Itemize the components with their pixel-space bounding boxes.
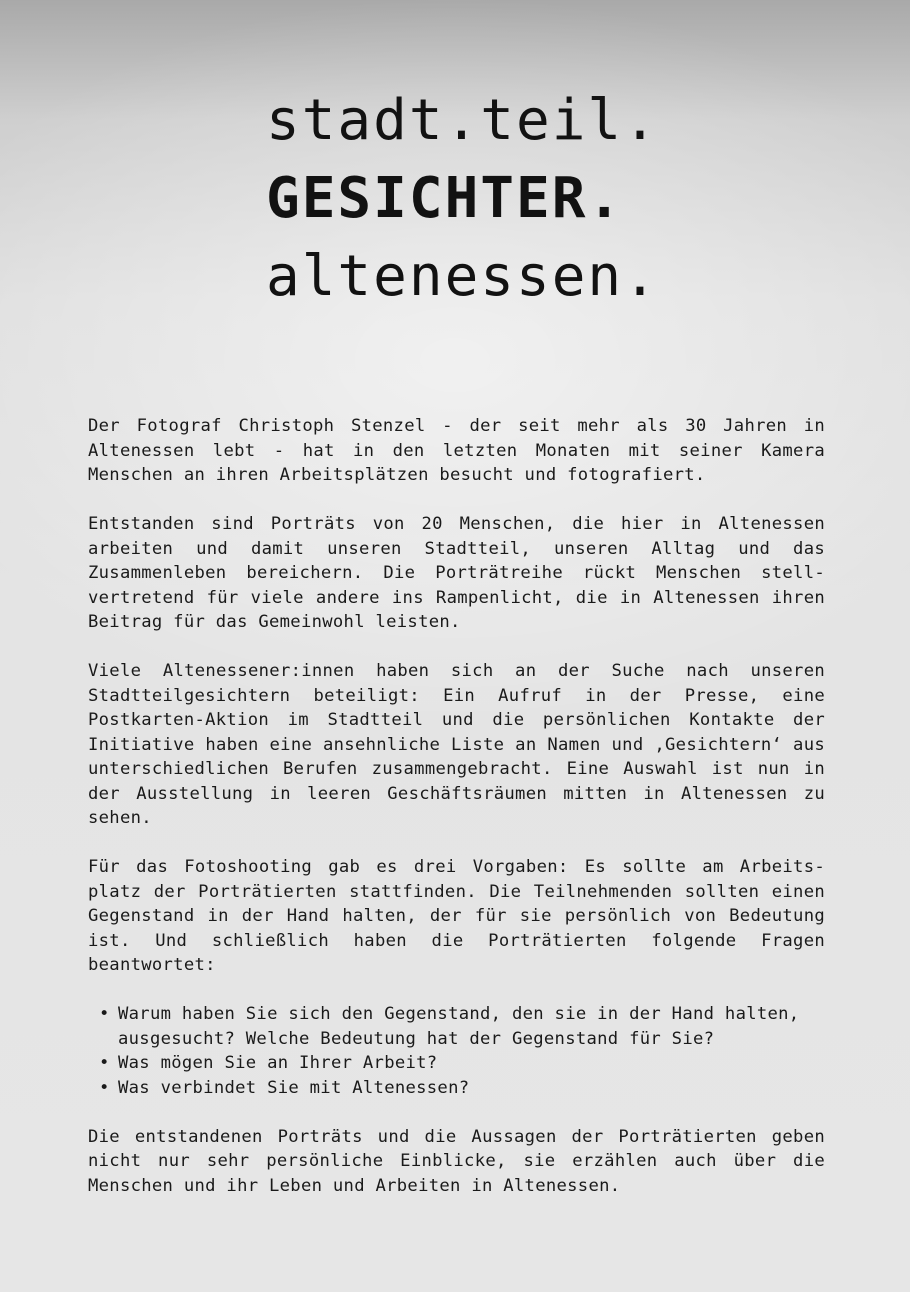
question-text: Was verbindet Sie mit Altenessen? (118, 1077, 470, 1098)
paragraph-search: Viele Altenessener:innen haben sich an der Suche nach unseren Stadtteilgesichtern beteiligt: Ein Aufruf in der Presse, eine Postkarten-Aktion im Stadtteil und die persönlichen Kontakte der Initiative haben eine ansehnliche Liste an Namen und ‚Gesichtern‘ aus unterschiedlichen Berufen zusammengebracht. Eine Auswahl ist nun in der Ausstellung in leeren Geschäftsräumen mitten in Altenessen zu sehen. (88, 661, 825, 828)
list-item (99, 1076, 825, 1101)
question-text: Warum haben Sie sich den Gegenstand, den sie in der Hand halten, ausgesucht? Welche Bedeutung hat der Gegenstand für Sie? (118, 1004, 800, 1049)
title-line-stadtteil: stadt.teil. (266, 88, 659, 153)
bullet-icon: • (99, 1053, 110, 1073)
paragraph-portraits: Entstanden sind Porträts von 20 Menschen, die hier in Altenessen arbeiten und damit unseren Stadtteil, unseren Alltag und das Zusammenleben bereichern. Die Porträtreihe rückt Menschen stell- vertretend für viele andere ins Rampenlicht, die in Altenessen ihren Beitrag für das Gemeinwohl leisten. (88, 514, 825, 632)
paragraph-closing: Die entstandenen Porträts und die Aussagen der Porträtierten geben nicht nur sehr persönliche Einblicke, sie erzählen auch über die Menschen und ihr Leben und Arbeiten in Altenessen. (88, 1126, 825, 1196)
body-text (88, 414, 825, 1198)
list-item (99, 1051, 825, 1076)
bullet-icon: • (99, 1077, 110, 1098)
paragraph-intro: Der Fotograf Christoph Stenzel - der seit mehr als 30 Jahren in Altenessen lebt - hat in den letzten Monaten mit seiner Kamera Menschen an ihren Arbeitsplätzen besucht und fotografiert. (88, 416, 825, 485)
title-block (266, 82, 746, 316)
bullet-icon: • (99, 1004, 110, 1024)
title-line-altenessen: altenessen. (266, 244, 659, 309)
title-line-gesichter: GESICHTER. (266, 166, 624, 231)
question-list (88, 1002, 825, 1100)
list-item (99, 1002, 825, 1051)
question-text: Was mögen Sie an Ihrer Arbeit? (118, 1053, 438, 1073)
paragraph-photoshoot: Für das Fotoshooting gab es drei Vorgaben: Es sollte am Arbeits- platz der Porträtierten stattfinden. Die Teilnehmenden sollten einen Gegenstand in der Hand halten, der für sie persönlich von Bedeutung ist. Und schließlich haben die Porträtierten folgende Fragen beantwortet: (88, 857, 825, 975)
